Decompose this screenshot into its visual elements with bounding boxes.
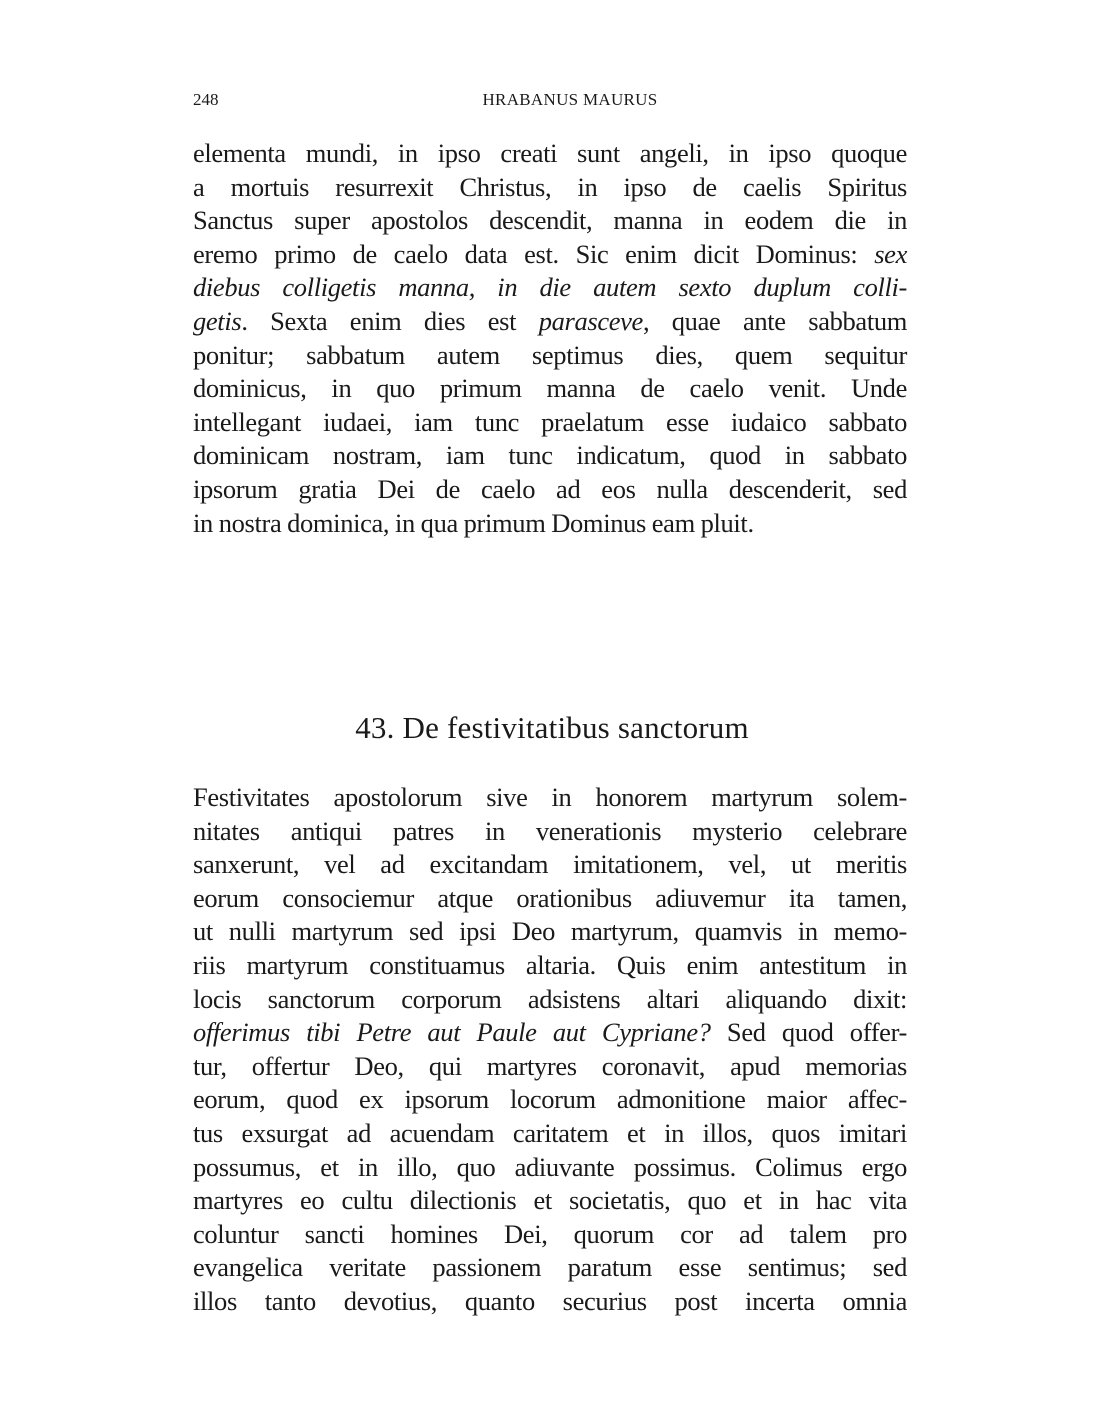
text-line bbox=[193, 372, 907, 406]
running-title: HRABANUS MAURUS bbox=[482, 90, 658, 109]
italic-text: sex bbox=[874, 238, 907, 269]
text-line bbox=[193, 1050, 907, 1084]
text-line bbox=[193, 983, 907, 1017]
text-run: , quae ante sabbatum bbox=[642, 305, 907, 336]
page-number: 248 bbox=[193, 90, 219, 109]
text-line bbox=[193, 1151, 907, 1185]
paragraph-continuation bbox=[193, 137, 907, 540]
text-line bbox=[193, 848, 907, 882]
text-run: tur, offertur Deo, qui martyres coronavit, apud memorias bbox=[193, 1050, 907, 1081]
text-run: evangelica veritate passionem paratum esse sentimus; sed bbox=[193, 1252, 907, 1283]
text-run: Sanctus super apostolos descendit, manna in eodem die in bbox=[193, 205, 907, 236]
text-run: Festivitates apostolorum sive in honorem martyrum solem- bbox=[193, 782, 907, 812]
text-run: martyres eo cultu dilectionis et societatis, quo et in hac vita bbox=[193, 1185, 907, 1216]
text-run: locis sanctorum corporum adsistens altari aliquando dixit: bbox=[193, 983, 907, 1014]
text-line bbox=[193, 781, 907, 815]
text-run: ipsorum gratia Dei de caelo ad eos nulla descenderit, sed bbox=[193, 473, 907, 504]
text-line bbox=[193, 949, 907, 983]
chapter-heading: 43. De festivitatibus sanctorum bbox=[355, 710, 749, 745]
text-run: riis martyrum constituamus altaria. Quis enim antestitum in bbox=[193, 949, 907, 980]
running-head bbox=[193, 88, 907, 112]
text-line bbox=[193, 305, 907, 339]
text-run: coluntur sancti homines Dei, quorum cor ad talem pro bbox=[193, 1218, 907, 1249]
text-run: eorum consociemur atque orationibus adiuvemur ita tamen, bbox=[193, 882, 907, 913]
text-line bbox=[193, 439, 907, 473]
text-run: dominicam nostram, iam tunc indicatum, quod in sabbato bbox=[193, 440, 907, 471]
text-run: elementa mundi, in ipso creati sunt angeli, in ipso quoque bbox=[193, 138, 907, 168]
text-run: tus exsurgat ad acuendam caritatem et in illos, quos imitari bbox=[193, 1117, 907, 1148]
text-run: possumus, et in illo, quo adiuvante possimus. Colimus ergo bbox=[193, 1151, 907, 1182]
text-run: dominicus, in quo primum manna de caelo venit. Unde bbox=[193, 373, 907, 404]
text-run: Sed quod offer- bbox=[710, 1017, 907, 1048]
text-line bbox=[193, 1016, 907, 1050]
italic-text: diebus colligetis manna, in die autem sexto duplum colli- bbox=[193, 272, 907, 303]
text-line bbox=[193, 171, 907, 205]
text-run: ut nulli martyrum sed ipsi Deo martyrum, quamvis in memo- bbox=[193, 916, 907, 947]
text-line bbox=[193, 204, 907, 238]
text-run: ponitur; sabbatum autem septimus dies, quem sequitur bbox=[193, 339, 907, 370]
text-line bbox=[193, 406, 907, 440]
text-line bbox=[193, 137, 907, 171]
text-line bbox=[193, 1251, 907, 1285]
text-run: nitates antiqui patres in venerationis mysterio celebrare bbox=[193, 815, 907, 846]
text-line bbox=[193, 238, 907, 272]
text-run: eremo primo de caelo data est. Sic enim dicit Dominus: bbox=[193, 238, 875, 269]
text-run: illos tanto devotius, quanto securius post incerta omnia bbox=[193, 1285, 907, 1316]
text-line bbox=[193, 915, 907, 949]
text-run: eorum, quod ex ipsorum locorum admonitione maior affec- bbox=[193, 1084, 907, 1115]
text-run: . Sexta enim dies est bbox=[241, 305, 539, 336]
text-line bbox=[193, 1285, 907, 1319]
text-run: sanxerunt, vel ad excitandam imitationem, vel, ut meritis bbox=[193, 849, 907, 880]
text-line bbox=[193, 1117, 907, 1151]
text-line bbox=[193, 882, 907, 916]
italic-text: getis bbox=[193, 305, 242, 336]
italic-text: parasceve bbox=[538, 305, 643, 336]
text-line bbox=[193, 271, 907, 305]
text-line bbox=[193, 339, 907, 373]
text-line bbox=[193, 815, 907, 849]
text-run: in nostra dominica, in qua primum Dominus eam pluit. bbox=[193, 507, 754, 538]
text-run: a mortuis resurrexit Christus, in ipso de caelis Spiritus bbox=[193, 171, 907, 202]
chapter-paragraph bbox=[193, 781, 907, 1319]
text-line bbox=[193, 507, 907, 541]
text-line bbox=[193, 473, 907, 507]
text-line bbox=[193, 1184, 907, 1218]
text-run: intellegant iudaei, iam tunc praelatum esse iudaico sabbato bbox=[193, 406, 907, 437]
text-line bbox=[193, 1218, 907, 1252]
italic-text: offerimus tibi Petre aut Paule aut Cypriane? bbox=[193, 1017, 711, 1048]
text-line bbox=[193, 1083, 907, 1117]
